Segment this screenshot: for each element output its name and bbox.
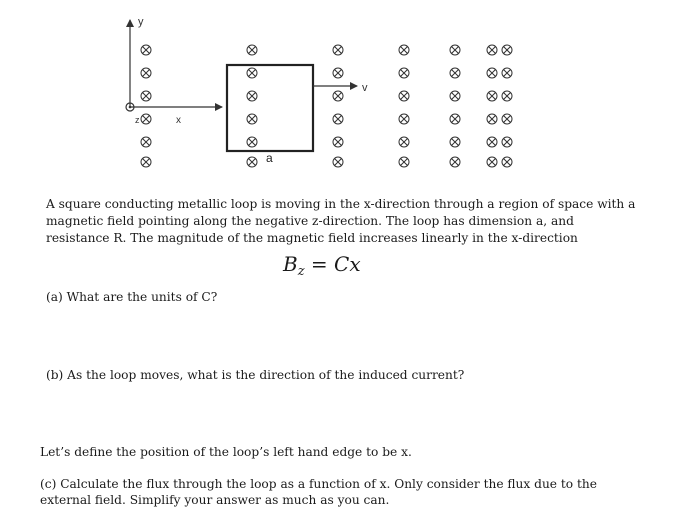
field-into-page-icon <box>141 157 151 167</box>
field-into-page-icon <box>399 157 409 167</box>
field-into-page-icon <box>333 137 343 147</box>
field-into-page-icon <box>141 91 151 101</box>
equation-subscript: z <box>297 264 305 279</box>
field-into-page-icon <box>450 157 460 167</box>
equation-rhs: Cx <box>334 252 361 276</box>
field-into-page-icon <box>333 157 343 167</box>
problem-intro: A square conducting metallic loop is moving in the x-direction through a region of space with a magnetic field pointing along the negative z-direction. The loop has dimension a, and resistance R. The magnitude of the magnetic field increases linearly in the x-direction <box>46 197 636 245</box>
magnetic-field-figure <box>0 0 680 190</box>
loop-side-label: a <box>266 151 273 165</box>
field-into-page-icon <box>502 157 512 167</box>
field-into-page-icon <box>450 68 460 78</box>
equation-equals: = <box>304 252 335 276</box>
field-into-page-icon <box>247 157 257 167</box>
field-into-page-icon <box>399 68 409 78</box>
field-into-page-icon <box>502 68 512 78</box>
field-into-page-icon <box>141 114 151 124</box>
x-axis-label: x <box>176 115 181 126</box>
field-into-page-icon <box>333 68 343 78</box>
field-into-page-icon <box>450 137 460 147</box>
field-into-page-icon <box>487 68 497 78</box>
field-into-page-icon <box>487 137 497 147</box>
field-into-page-icon <box>487 114 497 124</box>
field-into-page-icon <box>450 45 460 55</box>
field-into-page-icon <box>247 114 257 124</box>
question-a: (a) What are the units of C? <box>46 290 218 304</box>
field-into-page-icon <box>502 137 512 147</box>
field-into-page-icon <box>399 45 409 55</box>
field-into-page-grid <box>141 45 512 167</box>
field-into-page-icon <box>399 91 409 101</box>
field-into-page-icon <box>502 91 512 101</box>
field-into-page-icon <box>502 114 512 124</box>
field-into-page-icon <box>450 114 460 124</box>
field-into-page-icon <box>487 45 497 55</box>
question-b: (b) As the loop moves, what is the direction of the induced current? <box>46 368 465 382</box>
z-axis-label: z <box>135 115 140 125</box>
equation-lhs: B <box>283 252 298 276</box>
position-definition: Let’s define the position of the loop’s left hand edge to be x. <box>40 445 412 459</box>
field-into-page-icon <box>487 157 497 167</box>
field-into-page-icon <box>247 45 257 55</box>
field-into-page-icon <box>141 45 151 55</box>
field-into-page-icon <box>333 45 343 55</box>
question-c: (c) Calculate the flux through the loop as a function of x. Only consider the flux due to the external field. Simplify your answer as much as you can. <box>40 477 597 507</box>
field-into-page-icon <box>141 137 151 147</box>
field-into-page-icon <box>247 68 257 78</box>
field-equation <box>283 252 361 279</box>
field-into-page-icon <box>502 45 512 55</box>
field-into-page-icon <box>247 91 257 101</box>
field-into-page-icon <box>247 137 257 147</box>
velocity-label: v <box>362 82 368 94</box>
field-into-page-icon <box>487 91 497 101</box>
field-into-page-icon <box>399 114 409 124</box>
y-axis-label: y <box>138 16 144 28</box>
field-into-page-icon <box>141 68 151 78</box>
field-into-page-icon <box>399 137 409 147</box>
conducting-loop <box>227 65 313 151</box>
field-into-page-icon <box>450 91 460 101</box>
field-into-page-icon <box>333 114 343 124</box>
field-into-page-icon <box>333 91 343 101</box>
